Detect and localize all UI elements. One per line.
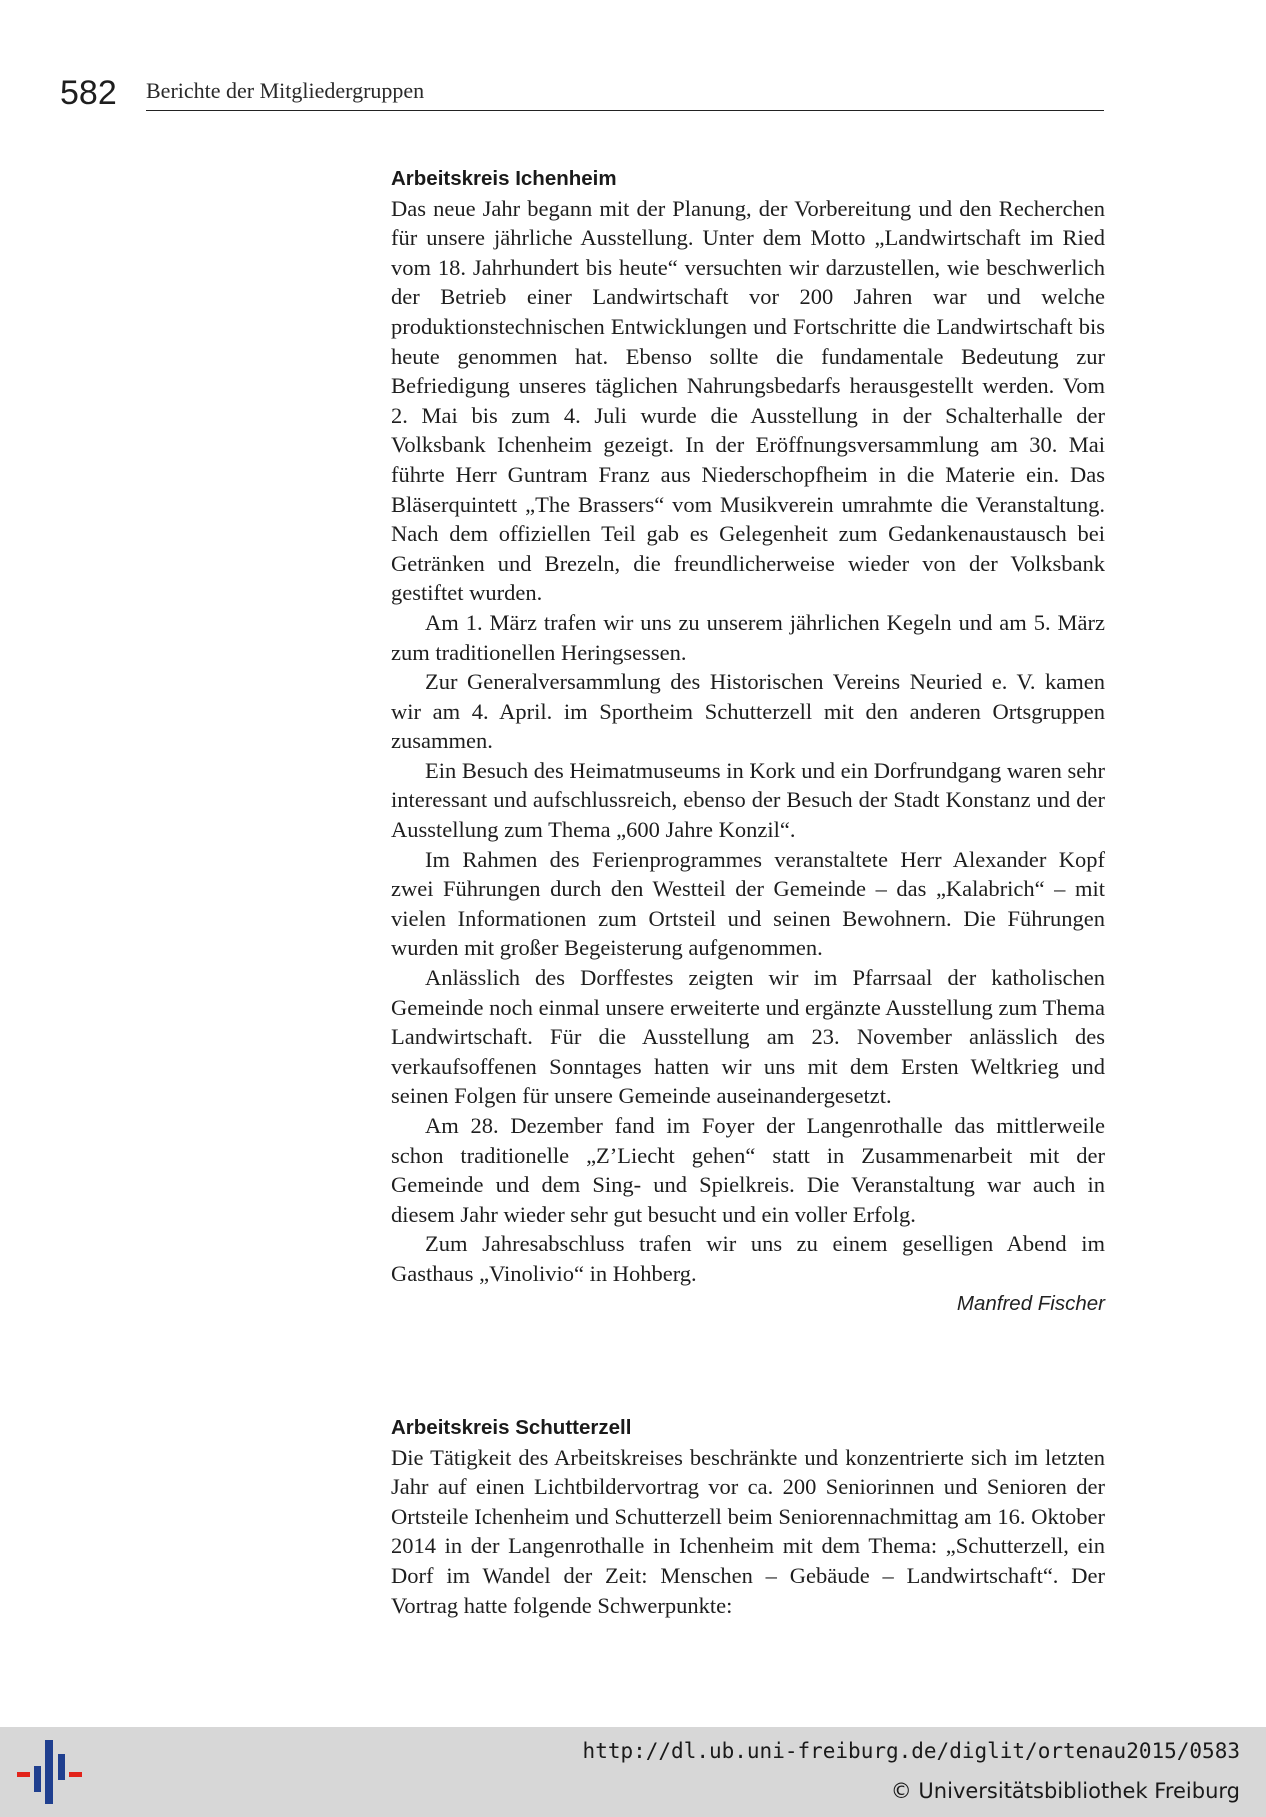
running-head: Berichte der Mitgliedergruppen bbox=[146, 78, 425, 103]
section-heading: Arbeitskreis Ichenheim bbox=[391, 167, 617, 190]
paragraph: Zur Generalversammlung des Historischen Vereins Neuried e. V. kamen wir am 4. April. im Sportheim Schutterzell mit den anderen Ortsgruppen zusammen. bbox=[391, 669, 1105, 754]
author-signature: Manfred Fischer bbox=[956, 1291, 1105, 1315]
paragraph: Ein Besuch des Heimatmuseums in Kork und ein Dorfrundgang waren sehr interessant und aufschlussreich, ebenso der Besuch der Stadt Konstanz und der Ausstellung zum Thema „600 Jahre Konzil“. bbox=[391, 757, 1105, 843]
section-schutterzell bbox=[391, 1413, 1105, 1620]
library-logo-icon bbox=[14, 1740, 84, 1804]
paragraph: Am 1. März trafen wir uns zu unserem jährlichen Kegeln und am 5. März zum traditionellen Heringsessen. bbox=[391, 609, 1105, 665]
paragraph: Im Rahmen des Ferienprogrammes veranstaltete Herr Alexander Kopf zwei Führungen durch den Westteil der Gemeinde – das „Kalabrich“ – mit vielen Informationen zum Ortsteil und seinen Bewohnern. Die Führungen wurden mit großer Begeisterung aufgenommen. bbox=[391, 846, 1105, 961]
paragraph: Das neue Jahr begann mit der Planung, der Vorbereitung und den Recherchen für unsere jährliche Ausstellung. Unter dem Motto „Landwirtschaft im Ried vom 18. Jahrhundert bis heute“ versuchten wir darzustellen, wie beschwerlich der Betrieb einer Landwirtschaft vor 200 Jahren war und welche produktionstechnischen Entwicklungen und Fortschritte die Landwirtschaft bis heute genommen hat. Ebenso sollte die fundamentale Bedeutung zur Befriedigung unseres täglichen Nahrungsbedarfs herausgestellt werden. Vom 2. Mai bis zum 4. Juli wurde die Ausstellung in der Schalterhalle der Volksbank Ichenheim gezeigt. In der Eröffnungsversammlung am 30. Mai führte Herr Guntram Franz aus Niederschopfheim in die Materie ein. Das Bläserquintett „The Brassers“ vom Musikverein umrahmte die Veranstaltung. Nach dem offiziellen Teil gab es Gelegenheit zum Gedankenaustausch bei Getränken und Brezeln, die freundlicherweise wieder von der Volksbank gestiftet wurden. bbox=[391, 195, 1105, 606]
paragraph: Am 28. Dezember fand im Foyer der Langenrothalle das mittlerweile schon traditionelle „Z’Liecht gehen“ statt in Zusammenarbeit mit der Gemeinde und dem Sing- und Spielkreis. Die Veranstaltung war auch in diesem Jahr wieder sehr gut besucht und ein voller Erfolg. bbox=[391, 1113, 1105, 1227]
paragraph: Zum Jahresabschluss trafen wir uns zu einem geselligen Abend im Gasthaus „Vinolivio“ in Hohberg. bbox=[391, 1231, 1105, 1286]
section-heading: Arbeitskreis Schutterzell bbox=[391, 1416, 632, 1439]
section-ichenheim bbox=[391, 164, 1105, 1319]
footer-copyright: © Universitätsbibliothek Freiburg bbox=[890, 1779, 1240, 1803]
header-rule bbox=[146, 110, 1104, 111]
page-number: 582 bbox=[60, 74, 117, 112]
paragraph: Die Tätigkeit des Arbeitskreises beschränkte und konzentrierte sich im letzten Jahr auf einen Lichtbildervortrag vor ca. 200 Seniorinnen und Senioren der Ortsteile Ichenheim und Schutterzell beim Seniorennachmittag am 16. Oktober 2014 in der Langenrothalle in Ichenheim mit dem Thema: „Schutterzell, ein Dorf im Wandel der Zeit: Menschen – Gebäude – Landwirtschaft“. Der Vortrag hatte folgende Schwerpunkte: bbox=[391, 1444, 1105, 1618]
paragraph: Anlässlich des Dorffestes zeigten wir im Pfarrsaal der katholischen Gemeinde noch einmal unsere erweiterte und ergänzte Ausstellung zum Thema Landwirtschaft. Für die Ausstellung am 23. November anlässlich des verkaufsoffenen Sonntages hatten wir uns mit dem Ersten Weltkrieg und seinen Folgen für unsere Gemeinde auseinandergesetzt. bbox=[391, 965, 1105, 1109]
footer-url-link[interactable]: http://dl.ub.uni-freiburg.de/diglit/ortenau2015/0583 bbox=[582, 1739, 1240, 1763]
